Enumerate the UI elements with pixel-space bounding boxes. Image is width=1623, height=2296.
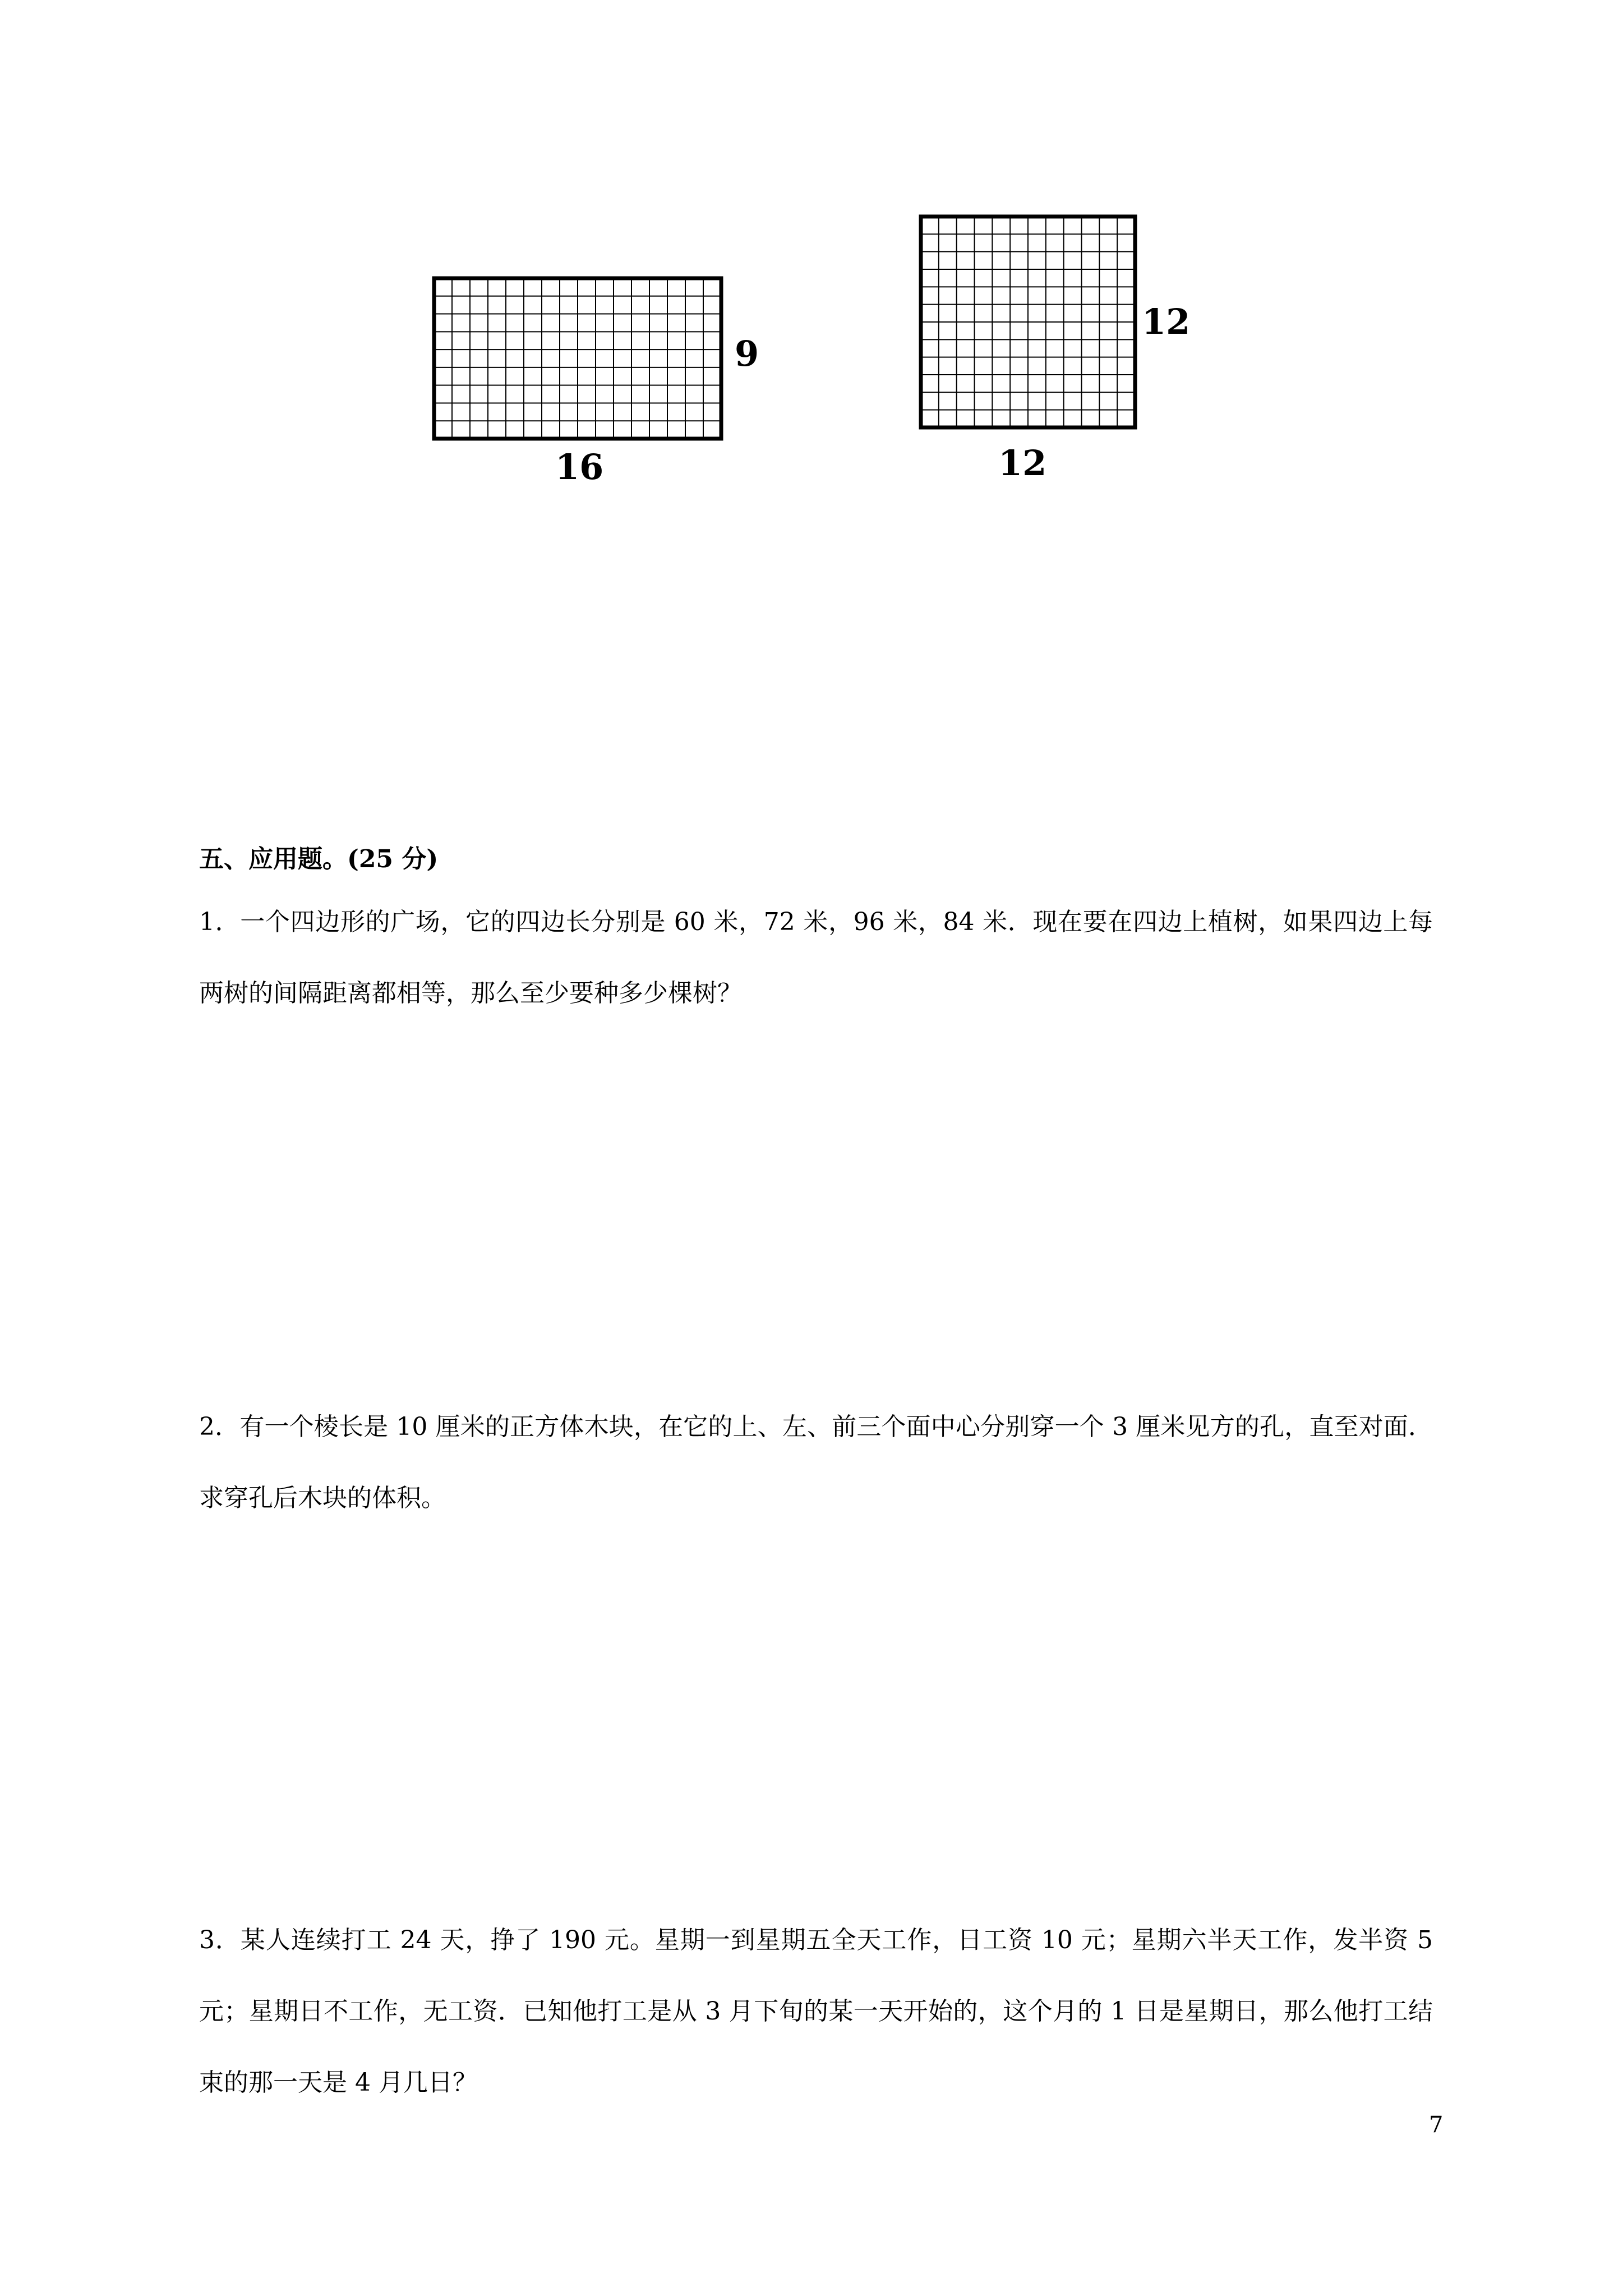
rectangle-width-label: 16 — [555, 447, 604, 487]
page-number: 7 — [1429, 2112, 1444, 2138]
square-grid-figure — [919, 214, 1137, 430]
square-width-label: 12 — [998, 443, 1047, 484]
problem-2: 2．有一个棱长是 10 厘米的正方体木块，在它的上、左、前三个面中心分别穿一个 3 厘米见方的孔，直至对面．求穿孔后木块的体积。 — [199, 1412, 1433, 1512]
square-height-label: 12 — [1142, 301, 1191, 342]
rectangle-grid-figure — [432, 276, 723, 441]
problem-3: 3．某人连续打工 24 天，挣了 190 元。星期一到星期五全天工作，日工资 10 元；星期六半天工作，发半资 5 元；星期日不工作，无工资．已知他打工是从 3 月下旬的某一天开始的，这个月的 1 日是星期日，那么他打工结束的那一天是 4 月几日？ — [199, 1926, 1433, 2097]
problem-1: 1．一个四边形的广场，它的四边长分别是 60 米，72 米，96 米，84 米．现在要在四边上植树，如果四边上每两树的间隔距离都相等，那么至少要种多少棵树？ — [199, 908, 1433, 1007]
section-title: 五、应用题。(25 分) — [199, 845, 439, 873]
rectangle-height-label: 9 — [735, 333, 759, 374]
